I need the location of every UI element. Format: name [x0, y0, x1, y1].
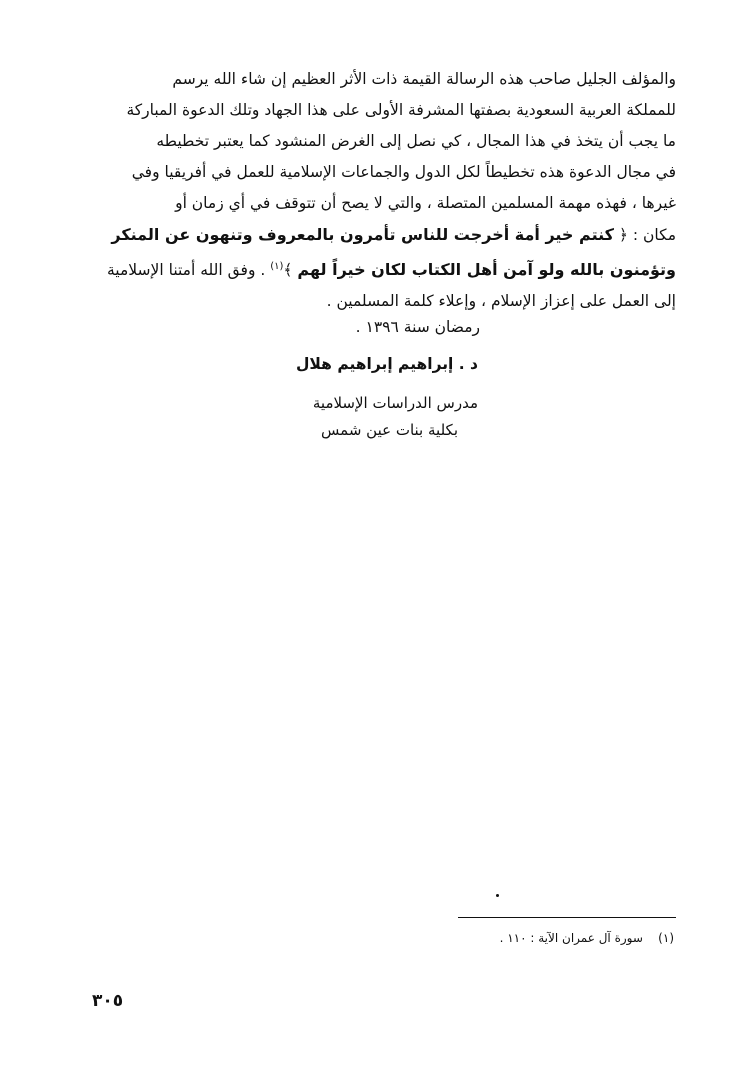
verse-close-bracket: ﴾: [283, 261, 298, 280]
body-line-3: ما يجب أن يتخذ في هذا المجال ، كي نصل إلى الغرض المنشود كما يعتبر تخطيطه: [156, 132, 676, 150]
line6-prefix: مكان : ﴿: [613, 226, 676, 244]
body-line-6: [92, 219, 676, 251]
footnote-number: (١): [658, 931, 674, 945]
body-line-1: والمؤلف الجليل صاحب هذه الرسالة القيمة ذات الأثر العظيم إن شاء الله يرسم: [172, 70, 676, 88]
footnote-text: سورة آل عمران الآية : ١١٠ .: [499, 931, 643, 945]
body-paragraph: [92, 64, 676, 317]
body-line-7: [92, 251, 676, 286]
body-line-5: غيرها ، فهذه مهمة المسلمين المتصلة ، والتي لا يصح أن تتوقف في أي زمان أو: [175, 194, 676, 212]
quran-verse-part2: وتؤمنون بالله ولو آمن أهل الكتاب لكان خيراً لهم: [297, 260, 676, 280]
page-number: ٣٠٥: [92, 991, 124, 1011]
author-college: بكلية بنات عين شمس: [321, 421, 458, 439]
footnote: [500, 931, 674, 945]
body-line-2: للمملكة العربية السعودية بصفتها المشرفة الأولى على هذا الجهاد وتلك الدعوة المباركة: [126, 101, 676, 119]
quran-verse-part1: كنتم خير أمة أخرجت للناس تأمرون بالمعروف وتنهون عن المنكر: [111, 225, 614, 244]
author-name: د . إبراهيم إبراهيم هلال: [295, 355, 478, 373]
footnote-divider: [458, 917, 676, 918]
stray-dot: [496, 894, 499, 897]
line7-suffix: . وفق الله أمتنا الإسلامية: [107, 261, 271, 280]
author-title: مدرس الدراسات الإسلامية: [312, 394, 478, 412]
body-line-8: إلى العمل على إعزاز الإسلام ، وإعلاء كلمة المسلمين .: [326, 292, 676, 311]
date-line: رمضان سنة ١٣٩٦ .: [355, 318, 480, 336]
body-line-4: في مجال الدعوة هذه تخطيطاً لكل الدول والجماعات الإسلامية للعمل في أفريقيا وفي: [131, 163, 676, 181]
footnote-marker: (١): [270, 261, 284, 272]
